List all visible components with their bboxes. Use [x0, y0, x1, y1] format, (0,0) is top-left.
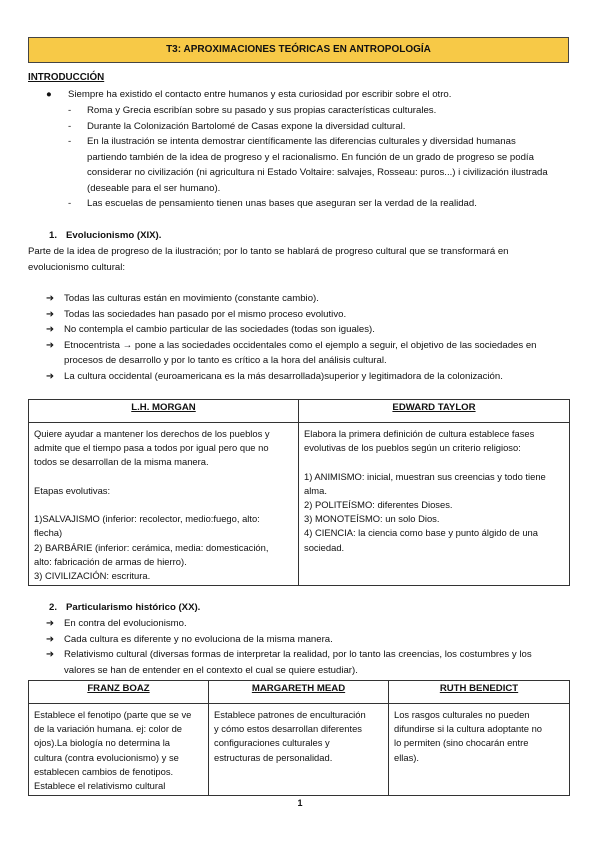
table-header-mead: MARGARETH MEAD — [209, 681, 389, 704]
table-header-boaz: FRANZ BOAZ — [29, 681, 209, 704]
table-cell-boaz: Establece el fenotipo (parte que se ve de la variación humana. ej: color de ojos).La biología no determina la cultura (contra evolucionismo) y se establecen cambios de fenotipos. Establece el relativismo cultural — [29, 704, 209, 796]
section1-arrow-list — [46, 291, 537, 384]
arrow-icon: ➔ — [46, 324, 55, 335]
arrow-item: ➔ Todas las sociedades han pasado por el mismo proceso evolutivo. — [46, 307, 537, 323]
bullet-dot: ● — [46, 89, 52, 100]
arrow-item: ➔ No contempla el cambio particular de las sociedades (todas son iguales). — [46, 322, 537, 338]
arrow-item: ➔ Todas las culturas están en movimiento (constante cambio). — [46, 291, 537, 307]
evolucionismo-table — [28, 399, 570, 586]
page-number: 1 — [297, 798, 303, 808]
arrow-item: ➔ En contra del evolucionismo. — [46, 616, 532, 632]
table-cell-mead: Establece patrones de enculturación y cómo estos desarrollan diferentes configuraciones culturales y estructuras de personalidad. — [209, 704, 389, 796]
intro-dash-list — [68, 103, 548, 212]
arrow-icon: ➔ — [46, 308, 55, 320]
arrow-item: ➔ Cada cultura es diferente y no evoluciona de la misma manera. — [46, 632, 532, 648]
intro-heading: INTRODUCCIÓN — [28, 72, 105, 83]
dash-item: - En la ilustración se intenta demostrar científicamente las diferencias culturales y diversidad humanas partiendo también de la idea de progreso y el racionalismo. En función de un grado de progreso se podía considerar no civilización (ni agricultura ni Estado Voltaire: salvajes, Rosseau: puros...) i civilización ilustrada (deseable para el ser humano). — [68, 136, 548, 194]
arrow-icon: ➔ — [46, 633, 55, 645]
dash-item: - Durante la Colonización Bartolomé de Casas expone la diversidad cultural. — [68, 120, 406, 132]
table-cell-taylor: Elabora la primera definición de cultura establece fases evolutivas de los pueblos según un criterio religioso: 1) ANIMISMO: inicial, muestran sus creencias y todo tiene alma. 2) POLITEÍSMO: diferentes Dioses. 3) MONOTEÍSMO: un solo Dios. 4) CIENCIA: la ciencia como base y punto álgido de una sociedad. — [299, 423, 570, 586]
arrow-item: ➔ Etnocentrista → pone a las sociedades occidentales como el ejemplo a seguir, el objetivo de las sociedades en procesos de desarrollo y por lo tanto es crítico a la hora del análisis cultural. — [46, 339, 537, 366]
table-header-morgan: L.H. MORGAN — [29, 400, 299, 423]
section1-title: Evolucionismo (XIX). — [66, 230, 162, 241]
table-cell-benedict: Los rasgos culturales no pueden difundirse si la cultura adoptante no lo permiten (sino chocarán entre ellas). — [389, 704, 570, 796]
table-header-taylor: EDWARD TAYLOR — [299, 400, 570, 423]
arrow-item: ➔ Relativismo cultural (diversas formas de interpretar la realidad, por lo tanto las creencias, los costumbres y los valores se han de entender en el contexto el cual se quiere estudiar). — [46, 649, 532, 676]
arrow-icon: ➔ — [46, 293, 55, 304]
arrow-icon: ➔ — [46, 339, 55, 351]
section2-number: 2. — [49, 602, 58, 613]
page-title: T3: APROXIMACIONES TEÓRICAS EN ANTROPOLOGÍA — [28, 37, 569, 63]
arrow-icon: ➔ — [46, 618, 55, 629]
section2-title: Particularismo histórico (XX). — [66, 602, 201, 613]
arrow-item: ➔ La cultura occidental (euroamericana es la más desarrollada)superior y legitimadora de la colonización. — [46, 369, 537, 385]
table-cell-morgan: Quiere ayudar a mantener los derechos de los pueblos y admite que el tiempo pasa a todos por igual pero que no todos se desarrollan de la misma manera. Etapas evolutivas: 1)SALVAJISMO (inferior: recolector, medio:fuego, alto: flecha) 2) BARBÁRIE (inferior: cerámica, media: domesticación, alto: fabricación de armas de hierro). 3) CIVILIZACIÓN: escritura. — [29, 423, 299, 586]
section2-arrow-list — [46, 616, 532, 678]
dash-item: - Roma y Grecia escribían sobre su pasado y sus propias características culturales. — [68, 105, 437, 116]
table-header-benedict: RUTH BENEDICT — [389, 681, 570, 704]
dash-item: - Las escuelas de pensamiento tienen unas bases que aseguran ser la verdad de la realidad. — [68, 198, 477, 209]
arrow-icon: ➔ — [46, 370, 55, 382]
intro-bullet: Siempre ha existido el contacto entre humanos y esta curiosidad por escribir sobre el otro. — [68, 89, 452, 100]
particularismo-table — [28, 680, 570, 796]
section1-number: 1. — [49, 230, 58, 241]
arrow-icon: ➔ — [46, 649, 55, 660]
section1-paragraph: Parte de la idea de progreso de la ilustración; por lo tanto se hablará de progreso cultural que se transformará en evolucionismo cultural: — [28, 246, 509, 273]
